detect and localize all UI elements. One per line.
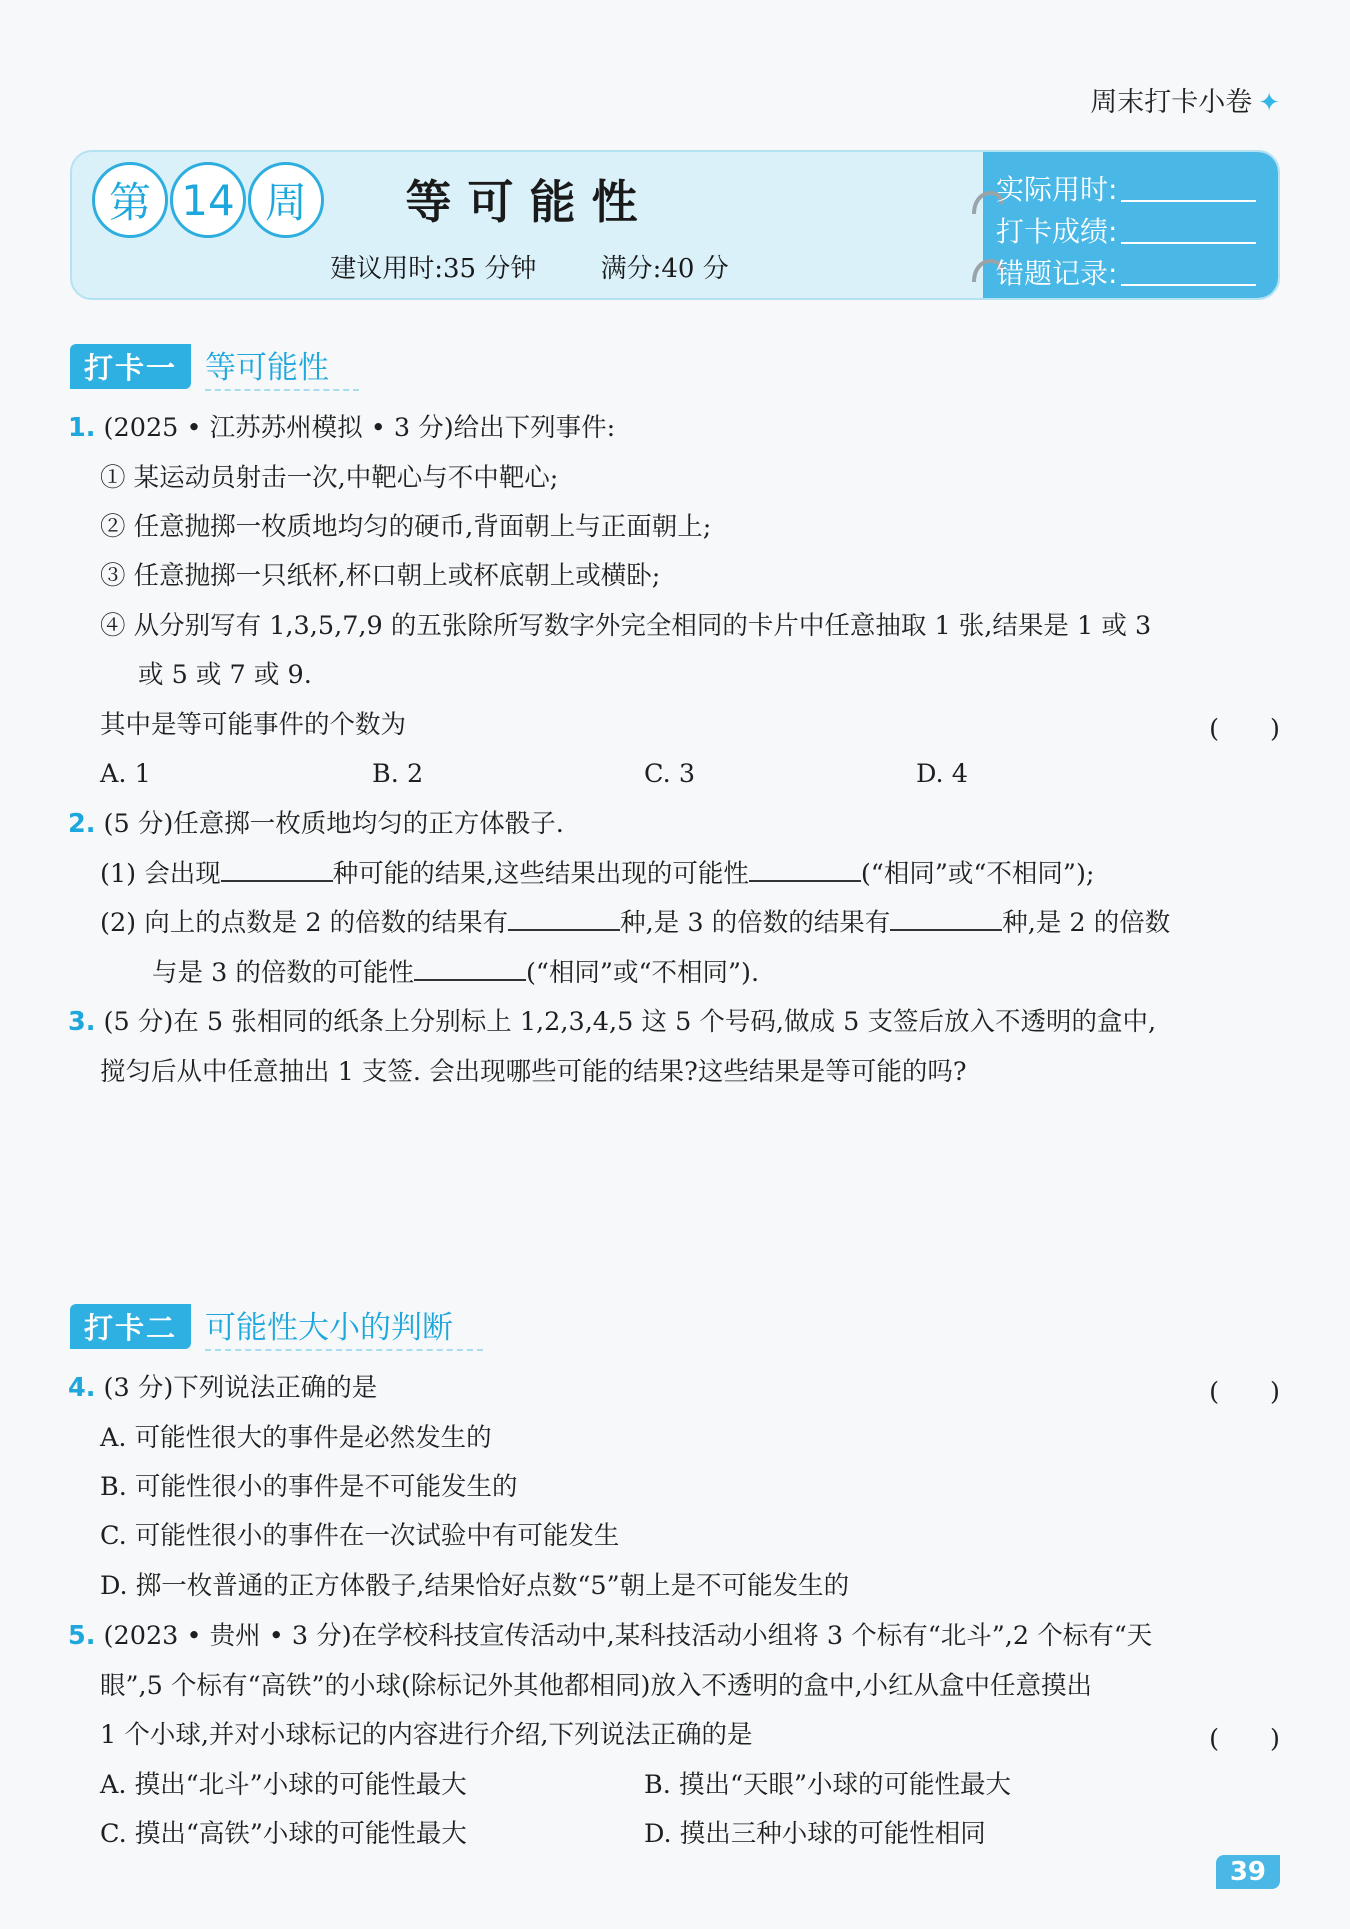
q1-option-b[interactable]: B. 2 [372,759,424,789]
answer-blank-parens[interactable]: ( ) [1209,714,1280,744]
q4-option-c[interactable]: C. 可能性很小的事件在一次试验中有可能发生 [100,1521,620,1551]
page-title: 等可能性 [405,175,654,229]
q5-option-c[interactable]: C. 摸出“高铁”小球的可能性最大 [100,1819,467,1849]
q1-item-4-cont: 或 5 或 7 或 9. [138,660,312,690]
week-char-2: 周 [248,162,324,238]
q1-item-2: ② 任意抛掷一枚质地均匀的硬币,背面朝上与正面朝上; [100,512,712,542]
q1-item-4: ④ 从分别写有 1,3,5,7,9 的五张除所写数字外完全相同的卡片中任意抽取 1 张,结果是 1 或 3 [100,611,1152,641]
question-number: 5. [68,1621,96,1651]
q4-option-b[interactable]: B. 可能性很小的事件是不可能发生的 [100,1472,518,1502]
header-tag-text: 周末打卡小卷 [1090,87,1253,118]
answer-blank-parens[interactable]: ( ) [1209,1377,1280,1407]
fill-blank[interactable] [221,856,333,882]
fill-blank[interactable] [749,856,861,882]
fill-blank[interactable] [414,955,526,981]
week-number: 14 [170,162,246,238]
q1-item-3: ③ 任意抛掷一只纸杯,杯口朝上或杯底朝上或横卧; [100,561,661,591]
q5-line-3: 1 个小球,并对小球标记的内容进行介绍,下列说法正确的是 [100,1720,753,1750]
section-tag: 打卡一 [70,344,191,389]
question-4-stem: 4. (3 分)下列说法正确的是 [68,1373,378,1403]
q1-option-a[interactable]: A. 1 [100,759,151,789]
title-banner [70,150,1280,300]
q2-part-2: (2) 向上的点数是 2 的倍数的结果有 种,是 3 的倍数的结果有 种,是 2 的倍数 [100,903,1170,943]
q1-option-c[interactable]: C. 3 [644,759,696,789]
section-name: 等可能性 [205,342,359,391]
record-mistakes[interactable]: 错题记录: [996,250,1256,292]
fill-blank[interactable] [508,905,620,931]
full-score: 满分:40 分 [600,254,729,284]
question-number: 2. [68,809,96,839]
record-lines [996,166,1256,292]
question-1-stem: 1. (2025 • 江苏苏州模拟 • 3 分)给出下列事件: [68,413,616,443]
q1-item-1: ① 某运动员射击一次,中靶心与不中靶心; [100,463,559,493]
q1-option-d[interactable]: D. 4 [916,759,968,789]
question-number: 4. [68,1373,96,1403]
section-header-2 [70,1302,483,1351]
question-number: 3. [68,1007,96,1037]
fill-blank[interactable] [890,905,1002,931]
question-5-stem: 5. (2023 • 贵州 • 3 分)在学校科技宣传活动中,某科技活动小组将 3 个标有“北斗”,2 个标有“天 [68,1621,1153,1651]
question-2-stem: 2. (5 分)任意掷一枚质地均匀的正方体骰子. [68,809,564,839]
q5-option-d[interactable]: D. 摸出三种小球的可能性相同 [644,1819,986,1849]
record-score[interactable]: 打卡成绩: [996,208,1256,250]
suggested-time: 建议用时:35 分钟 [330,254,537,284]
q4-option-d[interactable]: D. 掷一枚普通的正方体骰子,结果恰好点数“5”朝上是不可能发生的 [100,1571,850,1601]
q5-line-2: 眼”,5 个标有“高铁”的小球(除标记外其他都相同)放入不透明的盒中,小红从盒中任意摸出 [100,1671,1093,1701]
section-header-1 [70,342,359,391]
q4-option-a[interactable]: A. 可能性很大的事件是必然发生的 [100,1423,492,1453]
section-name: 可能性大小的判断 [205,1302,483,1351]
week-char-1: 第 [92,162,168,238]
q2-part-2-cont: 与是 3 的倍数的可能性 (“相同”或“不相同”). [152,953,759,993]
page-number: 39 [1216,1855,1280,1889]
question-3-stem: 3. (5 分)在 5 张相同的纸条上分别标上 1,2,3,4,5 这 5 个号码,做成 5 支签后放入不透明的盒中, [68,1007,1157,1037]
sparkle-icon: ✦ [1258,88,1280,118]
answer-blank-parens[interactable]: ( ) [1209,1724,1280,1754]
q5-option-b[interactable]: B. 摸出“天眼”小球的可能性最大 [644,1770,1012,1800]
q1-question: 其中是等可能事件的个数为 [100,710,407,740]
q5-option-a[interactable]: A. 摸出“北斗”小球的可能性最大 [100,1770,467,1800]
section-tag: 打卡二 [70,1304,191,1349]
q3-line-2: 搅匀后从中任意抽出 1 支签. 会出现哪些可能的结果?这些结果是等可能的吗? [100,1057,967,1087]
banner-subtitle [72,248,987,285]
question-number: 1. [68,413,96,443]
record-actual-time[interactable]: 实际用时: [996,166,1256,208]
page-header-tag [1090,80,1280,119]
q2-part-1: (1) 会出现 种可能的结果,这些结果出现的可能性 (“相同”或“不相同”); [100,854,1094,894]
